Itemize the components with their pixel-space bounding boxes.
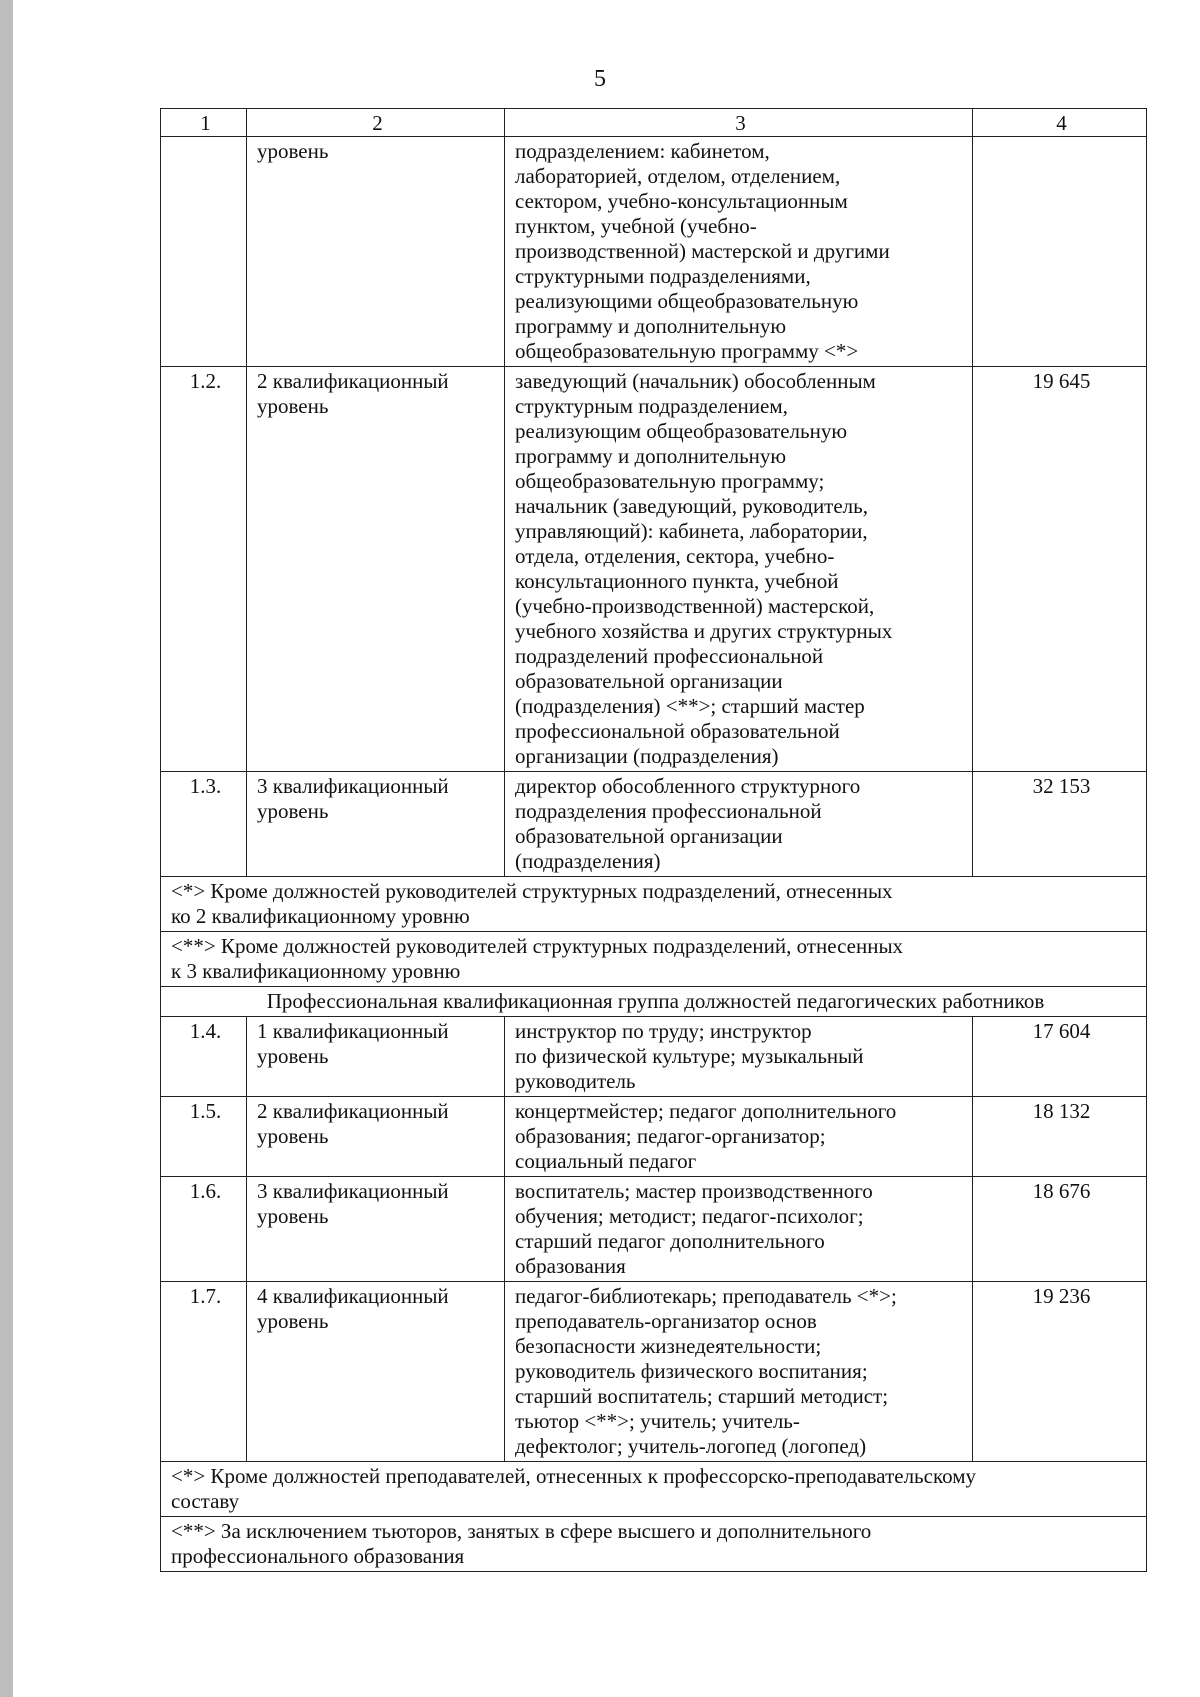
text-line: программу и дополнительную [515, 444, 787, 468]
text-line: тьютор <**>; учитель; учитель- [515, 1409, 800, 1433]
text-line: (учебно-производственной) мастерской, [515, 594, 875, 618]
positions-cell [505, 367, 973, 772]
text-line: подразделением: кабинетом, [515, 139, 770, 163]
text-line: по физической культуре; музыкальный [515, 1044, 864, 1068]
text-line: учебного хозяйства и других структурных [515, 619, 893, 643]
table-row [161, 1282, 1147, 1462]
table-row [161, 772, 1147, 877]
text-line: (подразделения) <**>; старший мастер [515, 694, 865, 718]
text-line: к 3 квалификационному уровню [171, 959, 461, 983]
text-line: общеобразовательную программу <*> [515, 339, 859, 363]
header-row [161, 109, 1147, 137]
text-line: составу [171, 1489, 240, 1513]
level-cell [247, 367, 505, 772]
footnote-cell [161, 877, 1147, 932]
salary-table-body [161, 109, 1147, 1572]
text-line: структурным подразделением, [515, 394, 788, 418]
positions-cell [505, 1282, 973, 1462]
text-line: образования [515, 1254, 626, 1278]
text-line: <**> За исключением тьюторов, занятых в сфере высшего и дополнительного [171, 1519, 872, 1543]
text-line: образовательной организации [515, 669, 783, 693]
text-line: воспитатель; мастер производственного [515, 1179, 873, 1203]
text-line: преподаватель-организатор основ [515, 1309, 817, 1333]
amount-cell: 18 676 [973, 1177, 1147, 1282]
footnote-cell [161, 1517, 1147, 1572]
group-title-row [161, 987, 1147, 1017]
text-line: образовательной организации [515, 824, 783, 848]
header-col-4: 4 [973, 109, 1147, 137]
level-cell [247, 1177, 505, 1282]
level-cell [247, 1282, 505, 1462]
footnote-row [161, 1517, 1147, 1572]
header-col-1: 1 [161, 109, 247, 137]
text-line: подразделений профессиональной [515, 644, 824, 668]
text-line: программу и дополнительную [515, 314, 787, 338]
group-title: Профессиональная квалификационная группа должностей педагогических работников [161, 987, 1147, 1017]
table-row [161, 1177, 1147, 1282]
text-line: <*> Кроме должностей руководителей структурных подразделений, отнесенных [171, 879, 893, 903]
text-line: заведующий (начальник) обособленным [515, 369, 876, 393]
text-line: реализующим общеобразовательную [515, 419, 848, 443]
amount-cell [973, 137, 1147, 367]
text-line: подразделения профессиональной [515, 799, 822, 823]
level-cell [247, 1097, 505, 1177]
text-line: лабораторией, отделом, отделением, [515, 164, 841, 188]
row-number: 1.6. [161, 1177, 247, 1282]
footnote-row [161, 1462, 1147, 1517]
scan-edge [0, 0, 13, 1697]
amount-cell: 17 604 [973, 1017, 1147, 1097]
level-cell [247, 772, 505, 877]
level-cell [247, 1017, 505, 1097]
row-number [161, 137, 247, 367]
text-line: уровень [257, 1124, 329, 1148]
footnote-cell [161, 1462, 1147, 1517]
text-line: уровень [257, 799, 329, 823]
text-line: начальник (заведующий, руководитель, [515, 494, 868, 518]
text-line: дефектолог; учитель-логопед (логопед) [515, 1434, 867, 1458]
amount-cell: 18 132 [973, 1097, 1147, 1177]
row-number: 1.3. [161, 772, 247, 877]
continuation-row [161, 137, 1147, 367]
amount-cell: 19 645 [973, 367, 1147, 772]
positions-cell [505, 772, 973, 877]
text-line: производственной) мастерской и другими [515, 239, 890, 263]
text-line: безопасности жизнедеятельности; [515, 1334, 822, 1358]
table-row [161, 367, 1147, 772]
text-line: инструктор по труду; инструктор [515, 1019, 812, 1043]
positions-cell [505, 1177, 973, 1282]
positions-cell [505, 137, 973, 367]
level-cell: уровень [247, 137, 505, 367]
text-line: уровень [257, 394, 329, 418]
text-line: 3 квалификационный [257, 774, 449, 798]
text-line: ко 2 квалификационному уровню [171, 904, 470, 928]
text-line: концертмейстер; педагог дополнительного [515, 1099, 897, 1123]
text-line: (подразделения) [515, 849, 661, 873]
salary-table [160, 108, 1147, 1572]
text-line: консультационного пункта, учебной [515, 569, 839, 593]
text-line: <**> Кроме должностей руководителей структурных подразделений, отнесенных [171, 934, 904, 958]
text-line: уровень [257, 1204, 329, 1228]
text-line: социальный педагог [515, 1149, 697, 1173]
footnote-row [161, 877, 1147, 932]
positions-cell [505, 1017, 973, 1097]
amount-cell: 32 153 [973, 772, 1147, 877]
text-line: 3 квалификационный [257, 1179, 449, 1203]
footnote-cell [161, 932, 1147, 987]
text-line: руководитель [515, 1069, 636, 1093]
text-line: уровень [257, 1309, 329, 1333]
text-line: реализующими общеобразовательную [515, 289, 859, 313]
text-line: структурными подразделениями, [515, 264, 811, 288]
positions-cell [505, 1097, 973, 1177]
text-line: 2 квалификационный [257, 369, 449, 393]
page-number: 5 [594, 66, 606, 92]
text-line: сектором, учебно-консультационным [515, 189, 848, 213]
text-line: старший педагог дополнительного [515, 1229, 825, 1253]
row-number: 1.4. [161, 1017, 247, 1097]
header-col-3: 3 [505, 109, 973, 137]
text-line: педагог-библиотекарь; преподаватель <*>; [515, 1284, 897, 1308]
text-line: <*> Кроме должностей преподавателей, отнесенных к профессорско-преподавательскому [171, 1464, 976, 1488]
text-line: руководитель физического воспитания; [515, 1359, 868, 1383]
text-line: организации (подразделения) [515, 744, 779, 768]
table-row [161, 1017, 1147, 1097]
text-line: уровень [257, 1044, 329, 1068]
text-line: пунктом, учебной (учебно- [515, 214, 757, 238]
text-line: профессионального образования [171, 1544, 465, 1568]
table-row [161, 1097, 1147, 1177]
text-line: профессиональной образовательной [515, 719, 840, 743]
text-line: обучения; методист; педагог-психолог; [515, 1204, 864, 1228]
row-number: 1.5. [161, 1097, 247, 1177]
text-line: образования; педагог-организатор; [515, 1124, 826, 1148]
amount-cell: 19 236 [973, 1282, 1147, 1462]
text-line: 1 квалификационный [257, 1019, 449, 1043]
text-line: управляющий): кабинета, лаборатории, [515, 519, 868, 543]
header-col-2: 2 [247, 109, 505, 137]
row-number: 1.2. [161, 367, 247, 772]
text-line: общеобразовательную программу; [515, 469, 825, 493]
footnote-row [161, 932, 1147, 987]
text-line: отдела, отделения, сектора, учебно- [515, 544, 835, 568]
text-line: 2 квалификационный [257, 1099, 449, 1123]
text-line: 4 квалификационный [257, 1284, 449, 1308]
text-line: старший воспитатель; старший методист; [515, 1384, 889, 1408]
text-line: директор обособленного структурного [515, 774, 861, 798]
row-number: 1.7. [161, 1282, 247, 1462]
